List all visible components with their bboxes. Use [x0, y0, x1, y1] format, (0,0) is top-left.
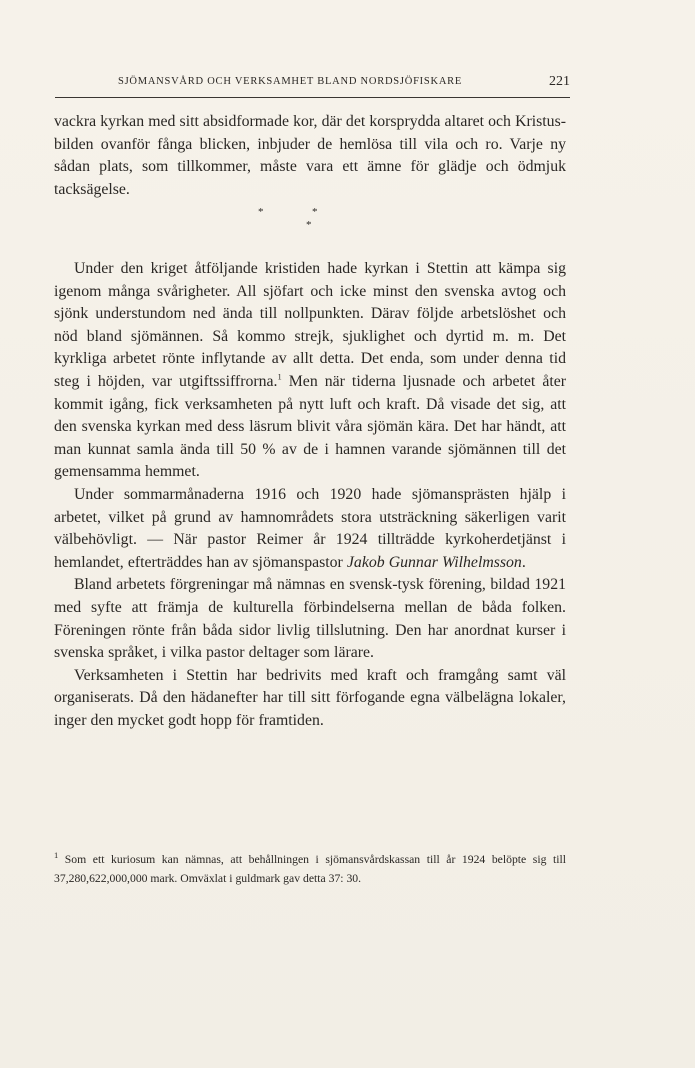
section-break: [258, 207, 348, 235]
main-text-block: [54, 258, 566, 732]
opening-paragraph-block: [54, 111, 566, 201]
footnote: [54, 850, 566, 888]
body-paragraph-3: [54, 484, 566, 574]
body-paragraph-2-part-2: Men när tiderna ljusnade och arbetet åter kommit igång, fick verksamheten på nytt luft och kraft. Då visade det sig, att den svenska kyrkan med dess läsrum blivit våra sjömän kära. Det har händt, att man kunnat samla ända till 50 % av de i hamnen varande sjömännen till det gemensamma hemmet.: [54, 372, 566, 481]
footnote-marker: 1: [54, 850, 59, 861]
section-break-star-right: *: [312, 206, 318, 218]
footnote-text: Som ett kuriosum kan nämnas, att behållningen i sjömansvårdskassan till år 1924 belöpte sig till 37,280,622,000,000 mark. Omväxlat i guldmark gav detta 37: 30.: [54, 853, 566, 885]
section-break-star-left: *: [258, 206, 264, 218]
footnote-reference-1: 1: [277, 371, 282, 382]
running-head: SJÖMANSVÅRD OCH VERKSAMHET BLAND NORDSJÖFISKARE: [118, 76, 463, 87]
body-paragraph-1: vackra kyrkan med sitt absidformade kor, där det korsprydda altaret och Kristus-bilden ovanför fånga blicken, inbjuder de hemlösa till vila och ro. Varje ny sådan plats, som tillkommer, måste vara ett ämne för glädje och ödmjuk tacksägelse.: [54, 113, 566, 198]
section-break-star-center: *: [306, 219, 312, 231]
body-paragraph-4: Bland arbetets förgreningar må nämnas en svensk-tysk förening, bildad 1921 med syfte att främja de kulturella förbindelserna mellan de båda folken. Föreningen rönte från båda sidor livlig tillslutning. Den har anordnat kurser i svenska språket, i vilka pastor deltager som lärare.: [54, 576, 566, 662]
body-paragraph-2-part-1: Under den kriget åtföljande kristiden hade kyrkan i Stettin att kämpa sig igenom många svårigheter. All sjöfart och icke minst den svenska avtog och sjönk understundom ned ända till nollpunkten. Därav följde arbetslöshet och nöd bland sjömännen. Så kommo strejk, sjuklighet och dyrtid m. m. Det kyrkliga arbetet rönte inflytande av allt detta. Det enda, som under denna tid steg i höjden, var utgiftssiffrorna.: [54, 260, 566, 390]
body-paragraph-3-part-1: Under sommarmånaderna 1916 och 1920 hade sjömansprästen hjälp i arbetet, vilket på grund av hamnområdets stora utsträckning säkerligen varit välbehövligt. — När pastor Reimer år 1924 tillträdde kyrkoherdetjänst i hemlandet, efterträddes han av sjömanspastor: [54, 485, 566, 571]
page-number: 221: [549, 74, 570, 89]
page-header: [55, 73, 570, 98]
body-paragraph-3-part-2: .: [521, 553, 526, 571]
body-paragraph-2: [54, 258, 566, 484]
pastor-name: Jakob Gunnar Wilhelmsson: [346, 553, 522, 571]
body-paragraph-5: Verksamheten i Stettin har bedrivits med kraft och framgång samt väl organiserats. Då den hädanefter har till sitt förfogande egna välbelägna lokaler, inger den mycket godt hopp för framtiden.: [54, 666, 566, 729]
